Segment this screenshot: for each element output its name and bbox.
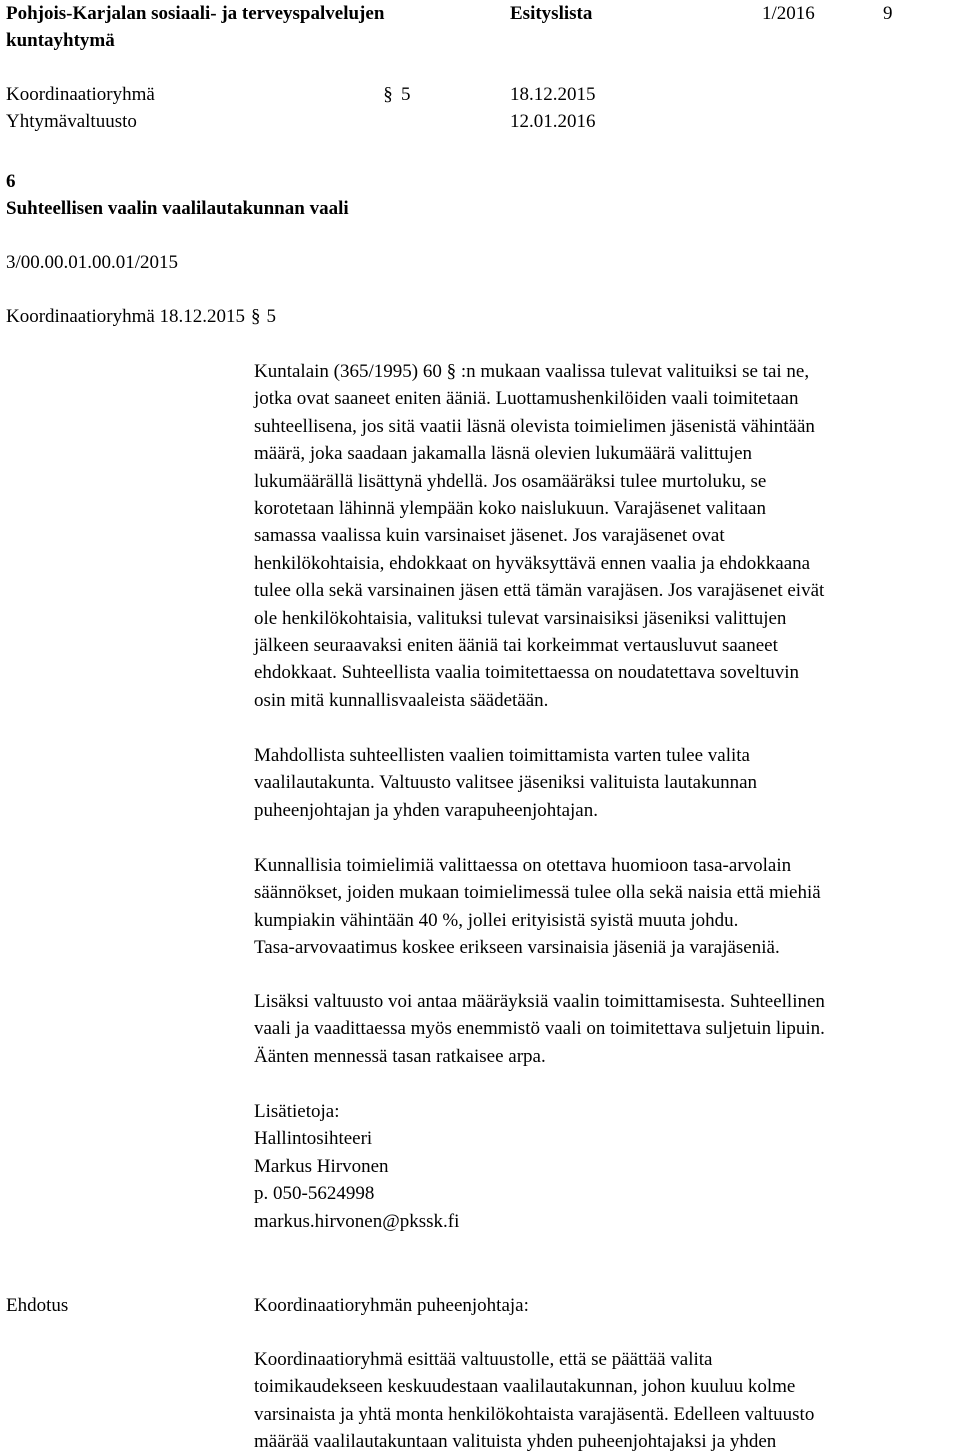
reference: Koordinaatioryhmä 18.12.2015 § 5	[6, 303, 276, 330]
text-line: osin mitä kunnallisvaaleista säädetään.	[254, 689, 549, 711]
committee-paragraph	[254, 742, 954, 824]
text-line: varsinaista ja yhtä monta henkilökohtaista varajäsentä. Edelleen valtuusto	[254, 1403, 815, 1425]
text-line: markus.hirvonen@pkssk.fi	[254, 1210, 460, 1232]
text-line: Mahdollista suhteellisten vaalien toimittamista varten tulee valita	[254, 745, 750, 766]
text-line: jotka ovat saaneet eniten ääniä. Luottamushenkilöiden vaali toimitetaan	[254, 388, 799, 410]
text-line: tulee olla sekä varsinainen jäsen että tämän varajäsen. Jos varajäsenet eivät	[254, 580, 825, 602]
section-sign: §	[251, 306, 261, 327]
proposal-text	[254, 1346, 954, 1456]
organization-name-line2: kuntayhtymä	[6, 30, 115, 51]
text-line: p. 050-5624998	[254, 1183, 375, 1205]
text-line: lukumäärällä lisättynä yhdellä. Jos osamääräksi tulee murtoluku, se	[254, 470, 767, 492]
text-line: korotetaan lähinnä ylempään koko naislukuun. Varajäsenet valitaan	[254, 497, 766, 519]
record-id: 3/00.00.01.00.01/2015	[6, 252, 179, 273]
document-number: 1/2016	[762, 3, 815, 24]
text-line: Koordinaatioryhmä esittää valtuustolle, että se päättää valita	[254, 1349, 713, 1370]
proposal-heading: Koordinaatioryhmän puheenjohtaja:	[254, 1295, 529, 1316]
voting-paragraph	[254, 988, 954, 1070]
organization-name-line1: Pohjois-Karjalan sosiaali- ja terveyspalvelujen	[6, 3, 385, 24]
item-number: 6	[6, 171, 16, 192]
text-line: puheenjohtajan ja yhden varapuheenjohtajan.	[254, 799, 598, 821]
text-line: määrää vaalilautakuntaan valituista yhden puheenjohtajaksi ja yhden	[254, 1431, 777, 1453]
contact-info	[254, 1098, 954, 1235]
text-line: ole henkilökohtaisia, valituksi tulevat varsinaisiksi jäseniksi valittujen	[254, 607, 787, 629]
section-sign: §	[383, 84, 393, 105]
text-line: suhteellisena, jos sitä vaatii läsnä olevista toimielimen jäsenistä vähintään	[254, 415, 815, 437]
document-type: Esityslista	[510, 3, 593, 24]
text-line: Kuntalain (365/1995) 60 § :n mukaan vaalissa tulevat valituiksi se tai ne,	[254, 361, 810, 382]
text-line: määrä, joka saadaan jakamalla läsnä olevien lukumäärä valittujen	[254, 443, 752, 465]
meeting-body: Yhtymävaltuusto	[6, 111, 137, 132]
equality-paragraph	[254, 852, 954, 962]
text-line: säännökset, joiden mukaan toimielimessä tulee olla sekä naisia että miehiä	[254, 882, 821, 904]
meeting-section: § 5	[382, 81, 411, 108]
text-line: ehdokkaat. Suhteellista vaalia toimitettaessa on noudatettava soveltuvin	[254, 662, 800, 684]
text-line: Kunnallisia toimielimiä valittaessa on otettava huomioon tasa-arvolain	[254, 855, 792, 876]
proposal-label: Ehdotus	[6, 1295, 69, 1316]
text-line: jälkeen seuraavaksi eniten ääniä tai korkeimmat vertausluvut saaneet	[254, 634, 778, 656]
text-line: samassa vaalissa kuin varsinaiset jäsenet. Jos varajäsenet ovat	[254, 525, 725, 547]
text-line: henkilökohtaisia, ehdokkaat on hyväksyttävä ennen vaalia ja ehdokkaana	[254, 552, 811, 574]
meeting-body: Koordinaatioryhmä	[6, 84, 155, 105]
text-line: Tasa-arvovaatimus koskee erikseen varsinaisia jäseniä ja varajäseniä.	[254, 937, 780, 959]
text-line: Lisäksi valtuusto voi antaa määräyksiä vaalin toimittamisesta. Suhteellinen	[254, 991, 825, 1012]
text-line: Markus Hirvonen	[254, 1155, 389, 1177]
meeting-date: 12.01.2016	[510, 111, 596, 132]
meeting-date: 18.12.2015	[510, 84, 596, 105]
text-line: Äänten mennessä tasan ratkaisee arpa.	[254, 1045, 546, 1067]
text-line: Hallintosihteeri	[254, 1128, 373, 1150]
text-line: vaali ja vaadittaessa myös enemmistö vaali on toimitettava suljetuin lipuin.	[254, 1018, 825, 1040]
text-line: Lisätietoja:	[254, 1101, 340, 1122]
text-line: kumpiakin vähintään 40 %, jollei erityisistä syistä muuta johdu.	[254, 909, 739, 931]
legal-background-paragraph	[254, 358, 954, 714]
text-line: toimikaudekseen keskuudestaan vaalilautakunnan, johon kuuluu kolme	[254, 1376, 796, 1398]
page-number: 9	[883, 3, 893, 24]
text-line: vaalilautakunta. Valtuusto valitsee jäseniksi valituista lautakunnan	[254, 772, 758, 794]
item-title: Suhteellisen vaalin vaalilautakunnan vaali	[6, 198, 349, 219]
